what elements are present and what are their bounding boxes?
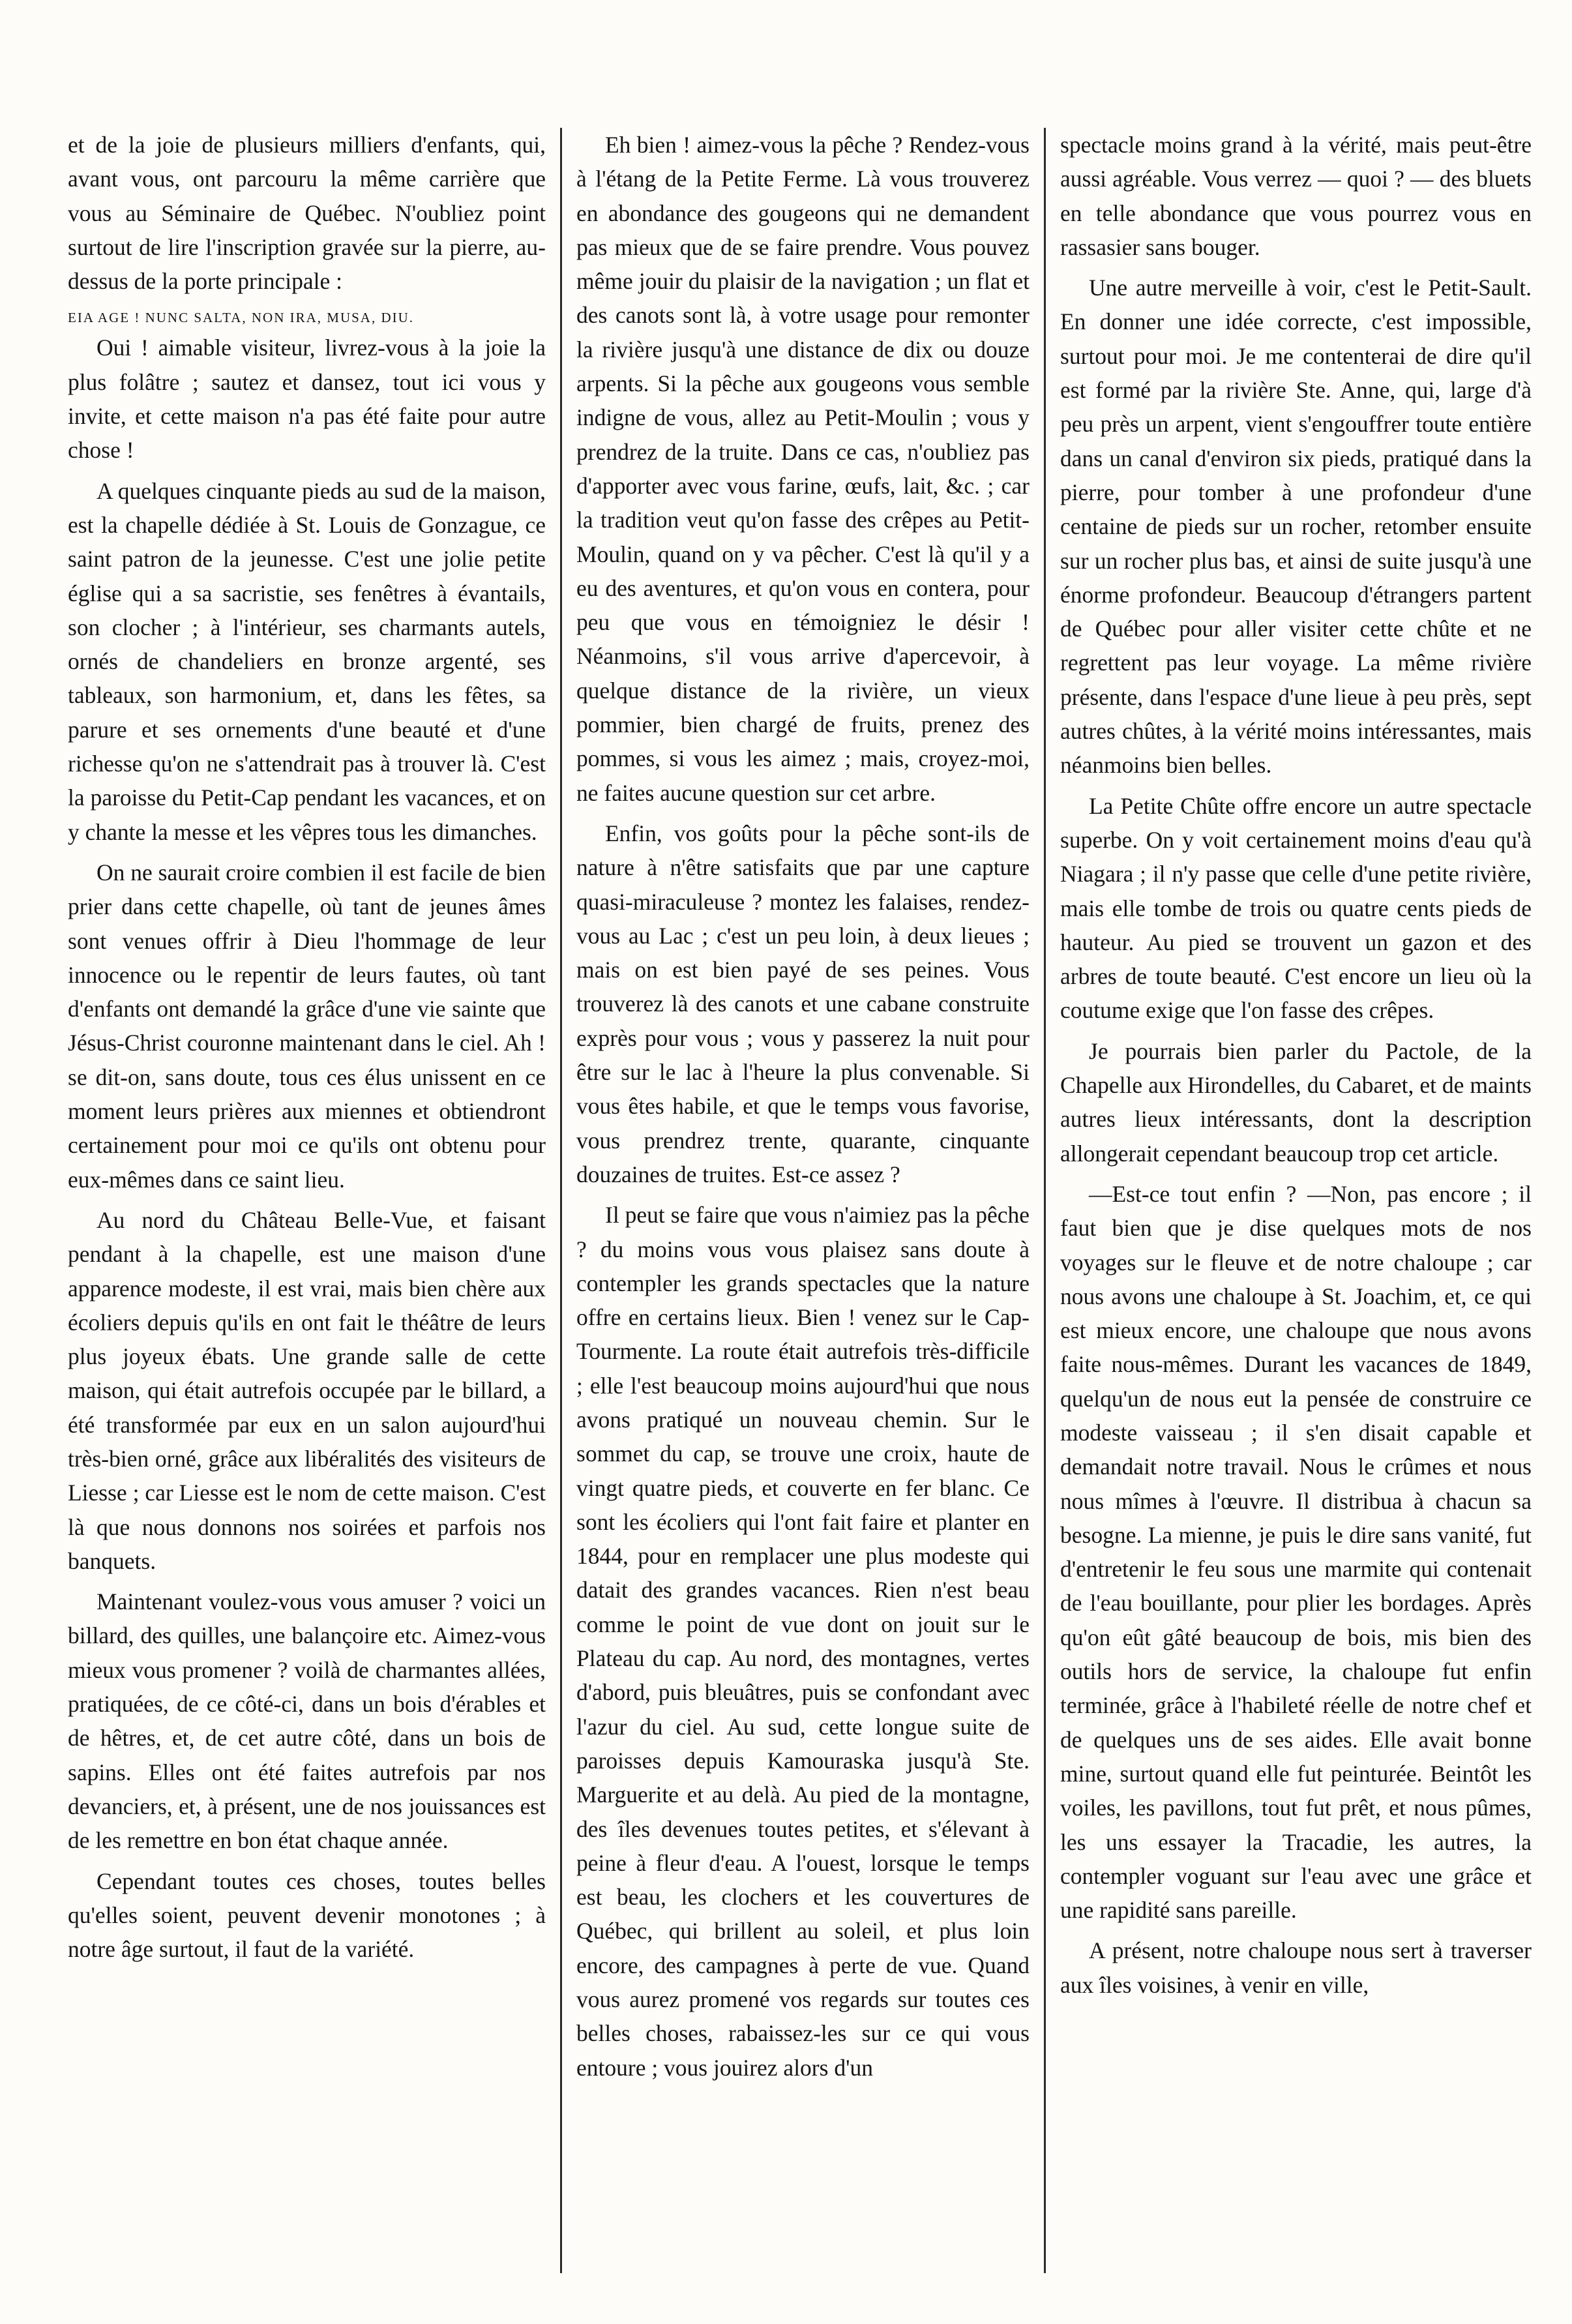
paragraph: et de la joie de plusieurs milliers d'enfants, qui, avant vous, ont parcouru la même carrière que vous au Séminaire de Québec. N'oubliez point surtout de lire l'inscription gravée sur la pierre, au-dessus de la porte principale :: [68, 132, 546, 295]
paragraph: A quelques cinquante pieds au sud de la maison, est la chapelle dédiée à St. Louis de Gonzague, ce saint patron de la jeunesse. C'est une jolie petite église qui a sa sacristie, ses fenêtres à évantails, son clocher ; à l'intérieur, ses charmants autels, ornés de chandeliers en bronze argenté, ses tableaux, son harmonium, et, dans les fêtes, sa parure et ses ornements d'une beauté et d'une richesse qu'on ne s'attendrait pas à trouver là. C'est la paroisse du Petit-Cap pendant les vacances, et on y chante la messe et les vêpres tous les dimanches.: [68, 477, 546, 845]
text-columns: [68, 128, 1535, 2273]
paragraph: Je pourrais bien parler du Pactole, de la Chapelle aux Hirondelles, du Cabaret, et de maints autres lieux intéressants, dont la description allongerait cependant beaucoup trop cet article.: [1060, 1037, 1532, 1167]
paragraph: La Petite Chûte offre encore un autre spectacle superbe. On y voit certainement moins d'eau qu'à Niagara ; il n'y passe que celle d'une petite rivière, mais elle tombe de trois ou quatre cents pieds de hauteur. Au pied se trouvent un gazon et des arbres de toute beauté. C'est encore un lieu où la coutume exige que l'on fasse des crêpes.: [1060, 792, 1532, 1024]
paragraph: Eh bien ! aimez-vous la pêche ? Rendez-vous à l'étang de la Petite Ferme. Là vous trouverez en abondance des gougeons qui ne demandent pas mieux que de se faire prendre. Vous pouvez même jouir du plaisir de la navigation ; un flat et des canots sont là, à votre usage pour remonter la rivière jusqu'à une distance de dix ou douze arpents. Si la pêche aux gougeons vous semble indigne de vous, allez au Petit-Moulin ; vous y prendrez de la truite. Dans ce cas, n'oubliez pas d'apporter avec vous farine, œufs, lait, &c. ; car la tradition veut qu'on fasse des crêpes au Petit-Moulin, quand on y va pêcher. C'est là qu'il y a eu des aventures, et qu'on vous en contera, pour peu que vous en témoigniez le désir ! Néanmoins, s'il vous arrive d'apercevoir, à quelque distance de la rivière, un vieux pommier, bien chargé de fruits, prenez des pommes, si vous les aimez ; mais, croyez-moi, ne faites aucune question sur cet arbre.: [576, 132, 1030, 806]
paragraph: Au nord du Château Belle-Vue, et faisant pendant à la chapelle, est une maison d'une apparence modeste, il est vrai, mais bien chère aux écoliers depuis qu'ils en ont fait le théâtre de leurs plus joyeux ébats. Une grande salle de cette maison, qui était autrefois occupée par le billard, a été transformée par eux en un salon aujourd'hui très-bien orné, grâce aux libéralités des visiteurs de Liesse ; car Liesse est le nom de cette maison. C'est là que nous donnons nos soirées et parfois nos banquets.: [68, 1206, 546, 1574]
paragraph: A présent, notre chaloupe nous sert à traverser aux îles voisines, à venir en ville,: [1060, 1937, 1532, 1998]
column-1: [68, 128, 562, 2273]
paragraph: spectacle moins grand à la vérité, mais peut-être aussi agréable. Vous verrez — quoi ? — des bluets en telle abondance que vous pourrez vous en rassasier sans bouger.: [1060, 132, 1532, 260]
column-2: [562, 128, 1046, 2273]
paragraph: —Est-ce tout enfin ? —Non, pas encore ; il faut bien que je dise quelques mots de nos voyages sur le fleuve et de notre chaloupe ; car nous avons une chaloupe à St. Joachim, et, ce qui est mieux encore, une chaloupe que nous avons faite nous-mêmes. Durant les vacances de 1849, quelqu'un de nous eut la pensée de construire ce modeste vaisseau ; il s'en disait capable et demandait notre travail. Nous le crûmes et nous nous mîmes à l'œuvre. Il distribua à chacun sa besogne. La mienne, je puis le dire sans vanité, fut d'entretenir le feu sous une marmite qui contenait de l'eau bouillante, pour plier les bordages. Après qu'on eût gâté beaucoup de bois, mis bien des outils hors de service, la chaloupe fut enfin terminée, grâce à l'habileté réelle de notre chef et de quelques uns de ses aides. Elle avait bonne mine, surtout quand elle fut peinturée. Beintôt les voiles, les pavillons, tout fut prêt, et nous pûmes, les uns essayer la Tracadie, les autres, la contempler voguant sur l'eau avec une grâce et une rapidité sans pareille.: [1060, 1180, 1532, 1924]
paragraph: Cependant toutes ces choses, toutes belles qu'elles soient, peuvent devenir monotones ; à notre âge surtout, il faut de la variété.: [68, 1868, 546, 1963]
paragraph: On ne saurait croire combien il est facile de bien prier dans cette chapelle, où tant de jeunes âmes sont venues offrir à Dieu l'hommage de leur innocence ou le repentir de leurs fautes, où tant d'enfants ont demandé la grâce d'une vie sainte que Jésus-Christ couronne maintenant dans le ciel. Ah ! se dit-on, sans doute, tous ces élus unissent en ce moment leurs prières aux miennes et obtiendront certainement pour moi ce qu'ils ont obtenu pour eux-mêmes dans ce saint lieu.: [68, 859, 546, 1193]
paragraph: Une autre merveille à voir, c'est le Petit-Sault. En donner une idée correcte, c'est impossible, surtout pour moi. Je me contenterai de dire qu'il est formé par la rivière Ste. Anne, qui, large d'à peu près un arpent, vient s'engouffrer toute entière dans un canal d'environ six pieds, pratiqué dans la pierre, pour tomber à une profondeur d'une centaine de pieds sur un rocher, retomber ensuite sur un rocher plus bas, et ainsi de suite jusqu'à une énorme profondeur. Beaucoup d'étrangers partent de Québec pour aller visiter cette chûte et ne regrettent pas leur voyage. La même rivière présente, dans l'espace d'une lieue à peu près, sept autres chûtes, à la vérité moins intéressantes, mais néanmoins bien belles.: [1060, 275, 1532, 779]
paragraph: Enfin, vos goûts pour la pêche sont-ils de nature à n'être satisfaits que par une capture quasi-miraculeuse ? montez les falaises, rendez-vous au Lac ; c'est un peu loin, à deux lieues ; mais on est bien payé de ses peines. Vous trouverez là des canots et une cabane construite exprès pour vous ; vous y passerez la nuit pour être sur le lac à l'heure la plus convenable. Si vous êtes habile, et que le temps vous favorise, vous prendrez trente, quarante, cinquante douzaines de truites. Est-ce assez ?: [576, 820, 1030, 1187]
paragraph: Maintenant voulez-vous vous amuser ? voici un billard, des quilles, une balançoire etc. Aimez-vous mieux vous promener ? voilà de charmantes allées, pratiquées, de ce côté-ci, dans un bois d'érables et de hêtres, et, de cet autre côté, dans un bois de sapins. Elles ont été faites autrefois par nos devanciers, et, à présent, une de nos jouissances est de les remettre en bon état chaque année.: [68, 1588, 546, 1854]
paragraph: Il peut se faire que vous n'aimiez pas la pêche ? du moins vous vous plaisez sans doute à contempler les grands spectacles que la nature offre en certains lieux. Bien ! venez sur le Cap-Tourmente. La route était autrefois très-difficile ; elle l'est beaucoup moins aujourd'hui que nous avons pratiqué un nouveau chemin. Sur le sommet du cap, se trouve une croix, haute de vingt quatre pieds, et couverte en fer blanc. Ce sont les écoliers qui l'ont fait faire et planter en 1844, pour en remplacer une plus modeste qui datait des grandes vacances. Rien n'est beau comme le point de vue dont on jouit sur le Plateau du cap. Au nord, des montagnes, vertes d'abord, puis bleuâtres, puis se confondant avec l'azur du ciel. Au sud, cette longue suite de paroisses depuis Kamouraska jusqu'à Ste. Marguerite et au delà. Au pied de la montagne, des îles devenues toutes petites, et s'élevant à peine à fleur d'eau. A l'ouest, lorsque le temps est beau, les clochers et les couvertures de Québec, qui brillent au soleil, et plus loin encore, des campagnes à perte de vue. Quand vous aurez promené vos regards sur toutes ces belles choses, rabaissez-les sur ce qui vous entoure ; vous jouirez alors d'un: [576, 1202, 1030, 2081]
column-3: [1046, 128, 1532, 2273]
paragraph: Oui ! aimable visiteur, livrez-vous à la joie la plus folâtre ; sautez et dansez, tout ici vous y invite, et cette maison n'a pas été faite pour autre chose !: [68, 335, 546, 464]
latin-inscription: EIA AGE ! NUNC SALTA, NON IRA, MUSA, DIU.: [68, 310, 415, 326]
